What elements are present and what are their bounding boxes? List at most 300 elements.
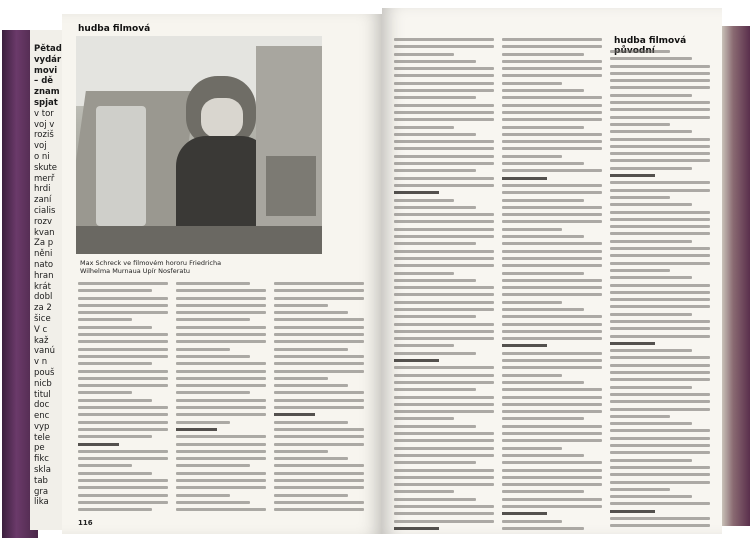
text-line [394, 104, 494, 107]
text-line [610, 378, 710, 381]
text-line [394, 396, 494, 399]
text-line [610, 232, 710, 235]
text-line [610, 488, 670, 491]
text-line [502, 374, 562, 377]
text-line [394, 111, 494, 114]
strip-line: v n [34, 357, 48, 368]
text-line [502, 111, 602, 114]
text-line [502, 323, 602, 326]
text-line [394, 425, 476, 428]
text-line [502, 344, 547, 347]
strip-line: nicb [34, 378, 52, 389]
text-line [394, 352, 476, 355]
text-line [610, 466, 710, 469]
text-line [394, 74, 494, 77]
text-line [394, 242, 476, 245]
text-line [78, 501, 168, 504]
text-line [502, 388, 602, 391]
text-line [176, 340, 266, 343]
strip-line: merř [34, 173, 55, 184]
text-column-3 [274, 282, 364, 516]
text-line [394, 53, 454, 56]
text-line [394, 527, 439, 530]
text-line [610, 364, 710, 367]
strip-line: kvan [34, 227, 55, 238]
text-line [610, 371, 710, 374]
text-line [176, 450, 266, 453]
text-line [610, 247, 710, 250]
text-line [502, 213, 602, 216]
text-column-1 [78, 282, 168, 516]
text-line [610, 459, 692, 462]
text-line [394, 483, 494, 486]
text-line [394, 220, 494, 223]
strip-line: V c [34, 324, 48, 335]
text-line [78, 348, 168, 351]
strip-line: tab [34, 475, 48, 486]
text-line [394, 60, 476, 63]
text-line [78, 391, 132, 394]
text-line [502, 38, 602, 41]
text-line [502, 512, 547, 515]
text-line [610, 123, 670, 126]
book-right-edge [722, 26, 750, 526]
text-line [610, 305, 710, 308]
text-line [274, 333, 364, 336]
text-line [394, 520, 494, 523]
text-line [610, 94, 692, 97]
strip-line: tele [34, 432, 51, 443]
text-column-2 [176, 282, 266, 516]
text-line [502, 191, 602, 194]
text-line [78, 494, 168, 497]
text-line [274, 377, 328, 380]
text-line [502, 286, 602, 289]
text-line [502, 242, 602, 245]
text-line [274, 282, 364, 285]
text-line [502, 133, 602, 136]
strip-line: dobl [34, 292, 53, 303]
text-line [502, 272, 584, 275]
text-line [502, 447, 562, 450]
text-line [394, 315, 476, 318]
text-line [78, 311, 168, 314]
text-line [394, 366, 494, 369]
strip-line: spjat [34, 97, 58, 108]
text-line [274, 450, 328, 453]
text-line [394, 344, 454, 347]
text-line [78, 289, 152, 292]
text-line [274, 501, 364, 504]
strip-line: cialis [34, 205, 56, 216]
text-line [502, 184, 602, 187]
text-line [502, 366, 602, 369]
text-line [394, 469, 494, 472]
left-page-header: hudba filmová [78, 24, 151, 34]
text-line [610, 50, 670, 53]
text-line [394, 279, 476, 282]
text-line [176, 479, 266, 482]
text-line [502, 301, 562, 304]
text-line [394, 155, 494, 158]
text-line [502, 155, 562, 158]
text-line [394, 235, 494, 238]
strip-line: něni [34, 249, 53, 260]
text-line [502, 264, 602, 267]
text-line [394, 417, 454, 420]
text-line [176, 464, 250, 467]
text-line [610, 298, 710, 301]
text-column-3 [610, 38, 710, 534]
text-line [610, 159, 710, 162]
text-line [394, 199, 454, 202]
strip-line: skla [34, 465, 51, 476]
text-line [394, 432, 494, 435]
text-line [394, 388, 476, 391]
text-line [394, 67, 494, 70]
text-line [274, 428, 364, 431]
text-line [394, 359, 439, 362]
text-line [502, 279, 602, 282]
text-line [502, 235, 584, 238]
text-line [610, 262, 710, 265]
text-line [502, 169, 602, 172]
text-line [610, 276, 692, 279]
text-line [502, 308, 584, 311]
text-line [78, 413, 168, 416]
text-line [394, 301, 494, 304]
strip-line: hran [34, 270, 54, 281]
text-line [394, 323, 494, 326]
text-line [176, 362, 266, 365]
strip-line: o ni [34, 151, 50, 162]
text-line [78, 457, 168, 460]
text-line [78, 297, 168, 300]
text-line [610, 108, 710, 111]
text-line [610, 342, 655, 345]
text-line [502, 461, 602, 464]
text-line [610, 254, 710, 257]
text-line [610, 138, 710, 141]
text-line [610, 349, 692, 352]
text-line [274, 289, 364, 292]
text-line [610, 386, 692, 389]
text-line [394, 374, 494, 377]
text-line [610, 335, 710, 338]
text-line [394, 89, 494, 92]
text-line [610, 86, 710, 89]
text-line [78, 464, 132, 467]
text-line [610, 225, 710, 228]
text-line [78, 370, 168, 373]
strip-line: voj v [34, 119, 55, 130]
text-line [78, 479, 168, 482]
text-line [78, 486, 168, 489]
text-line [274, 399, 364, 402]
text-line [502, 118, 602, 121]
text-line [610, 101, 710, 104]
text-line [394, 330, 494, 333]
text-line [274, 406, 364, 409]
text-line [394, 257, 494, 260]
strip-line: voj [34, 141, 47, 152]
text-line [274, 355, 364, 358]
text-line [274, 340, 364, 343]
text-line [394, 184, 494, 187]
text-line [502, 476, 602, 479]
strip-line: krát [34, 281, 51, 292]
text-line [176, 282, 250, 285]
text-line [502, 89, 584, 92]
text-line [78, 282, 168, 285]
text-line [502, 60, 602, 63]
left-page [62, 14, 382, 534]
text-line [502, 352, 602, 355]
text-line [274, 384, 348, 387]
text-line [394, 272, 454, 275]
text-line [176, 333, 266, 336]
text-line [502, 330, 602, 333]
text-line [176, 311, 266, 314]
text-line [394, 461, 476, 464]
text-line [176, 391, 250, 394]
text-line [610, 481, 710, 484]
photo-caption: Max Schreck ve filmovém hororu Friedricha Wilhelma Murnaua Upír Nosferatu [80, 259, 222, 275]
text-line [78, 333, 168, 336]
text-line [176, 435, 266, 438]
text-line [274, 494, 348, 497]
text-line [176, 318, 250, 321]
strip-line: v tor [34, 108, 54, 119]
text-line [274, 472, 364, 475]
text-line [610, 320, 710, 323]
text-line [78, 326, 152, 329]
strip-line: nato [34, 259, 54, 270]
text-line [274, 370, 364, 373]
text-line [502, 162, 584, 165]
text-line [176, 443, 266, 446]
strip-line: gra [34, 486, 49, 497]
text-line [274, 413, 315, 416]
text-line [394, 228, 494, 231]
strip-line: za 2 [34, 303, 52, 314]
text-line [502, 454, 584, 457]
text-line [394, 381, 494, 384]
text-line [610, 116, 710, 119]
text-line [502, 147, 602, 150]
text-line [394, 293, 494, 296]
text-line [610, 400, 710, 403]
text-line [394, 169, 476, 172]
text-line [394, 308, 494, 311]
text-line [394, 505, 494, 508]
text-line [394, 140, 494, 143]
text-column-2 [502, 38, 602, 534]
text-line [610, 65, 710, 68]
text-line [176, 326, 266, 329]
strip-line: vyp [34, 421, 50, 432]
text-line [610, 408, 710, 411]
strip-line: – dě [34, 76, 54, 87]
text-line [502, 293, 602, 296]
right-text-columns [394, 38, 710, 534]
text-line [394, 410, 494, 413]
text-line [78, 340, 168, 343]
text-line [610, 269, 670, 272]
text-line [176, 494, 230, 497]
text-line [394, 96, 476, 99]
text-line [502, 199, 584, 202]
text-line [394, 191, 439, 194]
text-line [502, 410, 602, 413]
text-line [176, 355, 250, 358]
text-line [78, 384, 168, 387]
text-line [610, 313, 692, 316]
text-line [274, 391, 364, 394]
text-line [610, 415, 670, 418]
text-line [394, 213, 494, 216]
text-line [176, 508, 266, 511]
strip-line: enc [34, 411, 50, 422]
strip-line: pe [34, 443, 45, 454]
text-line [78, 362, 152, 365]
text-line [394, 403, 494, 406]
text-line [176, 421, 230, 424]
text-line [610, 130, 692, 133]
strip-line: roziš [34, 130, 54, 141]
strip-line: skute [34, 162, 58, 173]
text-line [78, 435, 152, 438]
text-line [610, 181, 710, 184]
strip-line: hrdi [34, 184, 51, 195]
text-line [394, 337, 494, 340]
text-line [610, 510, 655, 513]
text-line [610, 218, 710, 221]
text-line [502, 439, 602, 442]
strip-line: vanú [34, 346, 56, 357]
strip-line: titul [34, 389, 51, 400]
text-line [502, 498, 602, 501]
text-line [610, 174, 655, 177]
text-line [176, 486, 266, 489]
text-line [610, 189, 710, 192]
text-line [502, 96, 602, 99]
text-line [610, 203, 692, 206]
text-line [610, 429, 710, 432]
text-line [78, 508, 152, 511]
text-line [502, 45, 602, 48]
strip-line: znam [34, 87, 60, 98]
text-line [274, 326, 364, 329]
text-line [176, 399, 266, 402]
text-line [274, 435, 364, 438]
text-line [502, 432, 602, 435]
text-line [274, 311, 348, 314]
text-line [502, 403, 602, 406]
text-line [610, 72, 710, 75]
text-line [610, 437, 710, 440]
right-page [382, 8, 722, 534]
text-line [502, 315, 602, 318]
text-line [610, 79, 710, 82]
text-line [502, 337, 602, 340]
film-still-photo [76, 36, 322, 254]
right-page-header: hudba filmová [614, 36, 687, 46]
text-line [274, 304, 328, 307]
text-line [176, 501, 250, 504]
text-line [502, 257, 602, 260]
text-line [610, 473, 710, 476]
text-line [610, 152, 710, 155]
text-line [274, 348, 348, 351]
text-line [78, 421, 168, 424]
text-line [502, 206, 602, 209]
text-line [502, 82, 562, 85]
strip-line: rozv [34, 216, 53, 227]
text-line [610, 444, 710, 447]
text-line [394, 512, 494, 515]
page-number: 116 [78, 519, 93, 527]
text-line [394, 476, 494, 479]
text-line [610, 356, 710, 359]
text-line [274, 318, 364, 321]
text-line [502, 396, 602, 399]
text-line [610, 284, 710, 287]
text-line [610, 57, 692, 60]
text-line [78, 428, 168, 431]
strip-line: šice [34, 313, 51, 324]
text-line [502, 220, 602, 223]
text-line [394, 439, 494, 442]
text-line [610, 327, 710, 330]
text-line [394, 147, 494, 150]
text-line [78, 355, 168, 358]
strip-line: Pětad [34, 44, 62, 54]
text-line [176, 428, 217, 431]
text-line [78, 450, 168, 453]
text-line [394, 264, 494, 267]
text-line [176, 304, 266, 307]
text-line [394, 286, 494, 289]
text-line [610, 167, 692, 170]
text-line [78, 406, 168, 409]
text-line [176, 377, 266, 380]
text-line [176, 289, 266, 292]
text-line [78, 318, 132, 321]
text-line [78, 399, 152, 402]
text-line [394, 447, 494, 450]
strip-line: kaž [34, 335, 49, 346]
text-line [610, 524, 710, 527]
text-line [176, 457, 266, 460]
text-line [502, 74, 602, 77]
strip-line: fikc [34, 454, 49, 465]
text-line [78, 443, 119, 446]
text-line [274, 479, 364, 482]
text-line [502, 381, 584, 384]
text-line [502, 104, 602, 107]
text-line [394, 118, 494, 121]
text-line [176, 348, 230, 351]
text-line [502, 490, 584, 493]
text-line [274, 297, 364, 300]
text-line [78, 304, 168, 307]
text-column-1 [394, 38, 494, 534]
text-line [502, 505, 602, 508]
text-line [610, 502, 710, 505]
strip-line: zaní [34, 195, 52, 206]
text-line [274, 362, 364, 365]
